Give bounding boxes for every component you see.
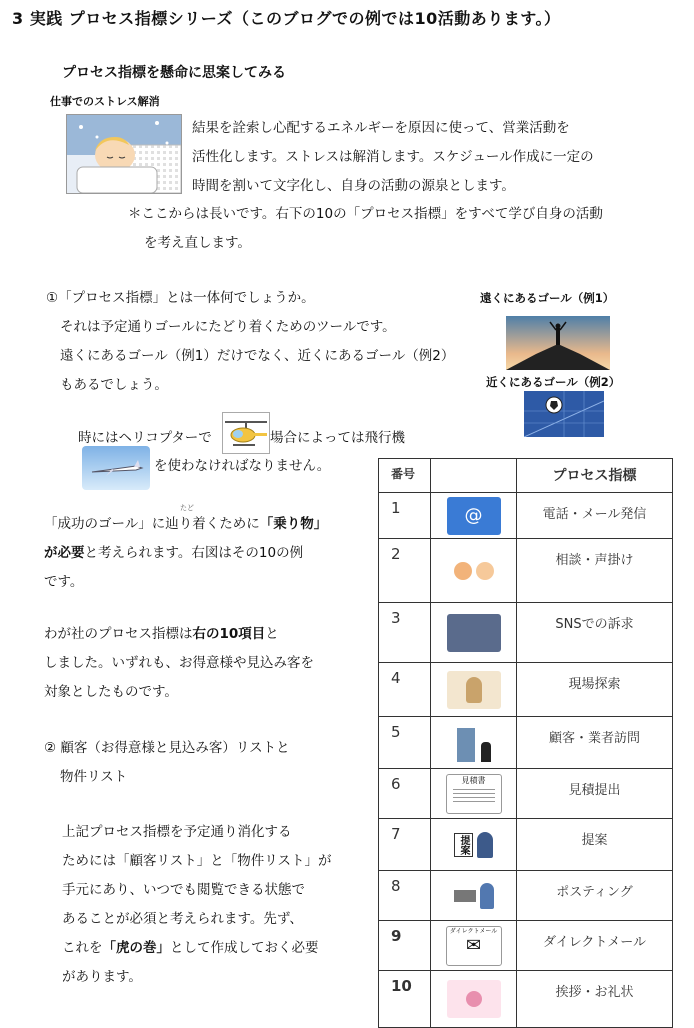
stress-label: 仕事でのストレス解消 [50,95,160,108]
goal-far-image [506,316,610,370]
section2-line: 物件リスト [60,769,128,785]
closing-line-5: これを「虎の巻」として作成しておく必要 [62,940,319,956]
row-name: 見積提出 [568,783,621,798]
closing-line: があります。 [62,969,142,985]
row-name: 顧客・業者訪問 [548,731,640,746]
success-text [44,510,327,597]
row-num: 5 [379,717,431,768]
table-row [379,921,672,971]
proposal-icon: 提案 [447,826,501,864]
helicopter-image [222,412,270,454]
closing-line: あることが必須と考えられます。先ず、 [62,911,303,927]
row-num: 4 [379,663,431,716]
process-indicator-table [378,458,673,1028]
row-num: 7 [379,819,431,870]
table-row [379,871,672,921]
header-blank [431,459,517,492]
note-line: ＊ここからは長いです。右下の10の「プロセス指標」をすべて学び自身の活動 [128,206,603,222]
heli-line-a: 時にはヘリコプターで [78,430,212,446]
closing-line: 上記プロセス指標を予定通り消化する [62,824,292,840]
row-num: 9 [379,921,431,970]
table-row [379,603,672,663]
intro-line: 結果を詮索し心配するエネルギーを原因に使って、営業活動を [192,120,570,136]
note-text [128,200,603,258]
intro-text [192,114,594,201]
note-line: を考え直します。 [144,235,251,251]
greeting-icon [447,980,501,1018]
intro-line: 時間を割いて文字化し、自身の活動の源泉とします。 [192,178,515,194]
row-num: 8 [379,871,431,920]
success-line-3: です。 [44,574,84,590]
closing-text [62,818,331,992]
table-row [379,769,672,819]
success-line-1: 「成功のゴール」に辿り着くために「乗り物」 [44,516,328,532]
visit-icon [447,724,501,762]
subtitle: プロセス指標を懸命に思案してみる [62,65,286,81]
success-line-2: が必要と考えられます。右図はその10の例 [44,545,304,561]
table-row [379,493,672,539]
table-header [379,459,672,493]
row-num: 2 [379,539,431,602]
table-row [379,539,672,603]
section1-line: ①「プロセス指標」とは一体何でしょうか。 [46,290,315,306]
table-row [379,819,672,871]
airplane-image [82,446,150,490]
row-num: 6 [379,769,431,818]
row-name: SNSでの訴求 [555,617,634,632]
closing-line: 手元にあり、いつでも閲覧できる状態で [62,882,305,898]
row-name: 現場探索 [568,677,621,692]
posting-icon [447,877,501,915]
section1-line: それは予定通りゴールにたどり着くためのツールです。 [60,319,396,335]
goal-near-image [524,391,604,437]
row-name: 電話・メール発信 [542,507,647,522]
table-row [379,663,672,717]
section2-text [44,734,290,792]
plane-line: を使わなければなりません。 [154,458,331,474]
row-name: ポスティング [556,885,633,900]
explore-icon [447,671,501,709]
company-line-3: 対象としたものです。 [44,684,178,700]
table-row [379,971,672,1027]
ruby-note: たど [180,504,194,512]
company-text [44,620,314,707]
company-line-1: わが社のプロセス指標は右の10項目と [44,626,279,642]
section1-line: 遠くにあるゴール（例1）だけでなく、近くにあるゴール（例2） [60,348,455,364]
page-title: 3 実践 プロセス指標シリーズ（このブログでの例では10活動あります。） [12,9,561,28]
table-row [379,717,672,769]
row-name: 提案 [581,833,608,848]
phone-mail-icon: @ [447,497,501,535]
header-num: 番号 [379,459,431,492]
section1-line: もあるでしょう。 [60,377,168,393]
sleeping-illustration [66,114,182,194]
section1-text [46,284,454,400]
row-name: ダイレクトメール [542,935,647,950]
consult-icon [447,552,501,590]
row-num: 10 [379,971,431,1027]
row-name: 挨拶・お礼状 [555,985,634,1000]
intro-line: 活性化します。ストレスは解消します。スケジュール作成に一定の [192,149,594,165]
estimate-icon: 見積書 [446,774,502,814]
sns-icon [447,614,501,652]
section2-line: ② 顧客（お得意様と見込み客）リストと [44,740,290,756]
header-name: プロセス指標 [552,468,637,484]
goal-far-label: 遠くにあるゴール（例1） [480,291,615,305]
closing-line: ためには「顧客リスト」と「物件リスト」が [62,853,332,869]
company-line-2: しました。いずれも、お得意様や見込み客を [44,655,314,671]
row-num: 1 [379,493,431,538]
heli-line-b: 場合によっては飛行機 [270,430,405,446]
goal-near-label: 近くにあるゴール（例2） [486,375,621,389]
row-name: 相談・声掛け [555,553,634,568]
row-num: 3 [379,603,431,662]
envelope-icon: ダイレクトメール ✉ [446,926,502,966]
